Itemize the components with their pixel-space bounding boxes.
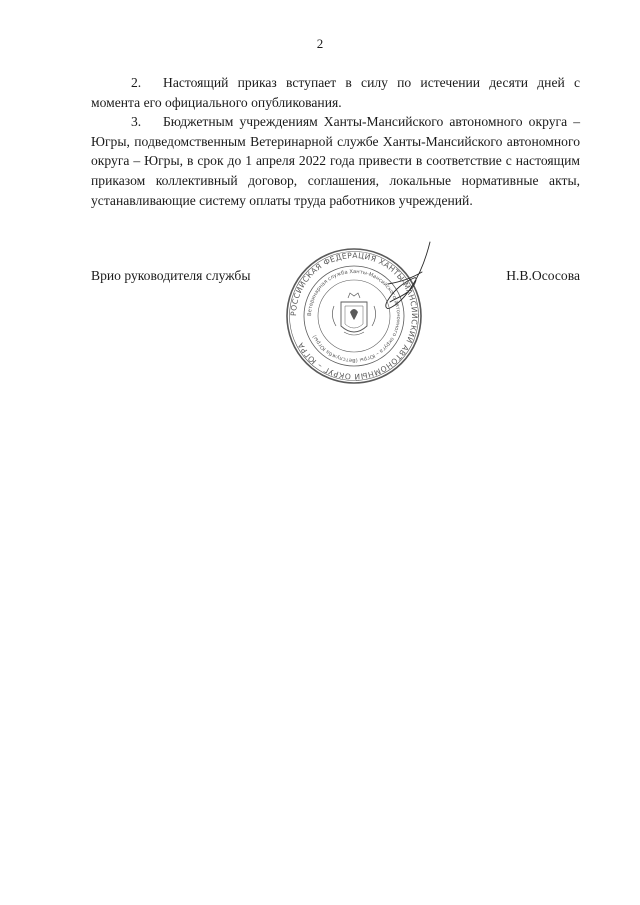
handwritten-signature [360, 238, 440, 318]
stamp-inner-text: Ветеринарная служба Ханты-Мансийского автономного округа – Югры (Ветслужба Югры) [306, 268, 402, 364]
paragraph-text: Настоящий приказ вступает в силу по истечении десяти дней с момента его официального опубликования. [91, 75, 580, 110]
paragraph-number: 3. [131, 114, 142, 130]
order-body [91, 73, 580, 210]
page-number: 2 [316, 36, 324, 51]
paragraph-text: Бюджетным учреждениям Ханты-Мансийского автономного округа – Югры, подведомственным Ветеринарной службе Ханты-Мансийского автономного округа – Югры, в срок до 1 апреля 2022 года привести в соответствие с настоящим приказом коллективный договор, соглашения, локальные нормативные акты, устанавливающие систему оплаты труда работников учреждений. [91, 114, 580, 208]
signatory-name: Н.В.Ососова [506, 268, 580, 283]
paragraph-2 [91, 73, 580, 112]
paragraph-number: 2. [131, 75, 142, 90]
stamp-outer-text: РОССИЙСКАЯ ФЕДЕРАЦИЯ ХАНТЫ-МАНСИЙСКИЙ АВТОНОМНЫЙ ОКРУГ – ЮГРА [288, 250, 420, 382]
paragraph-3 [91, 112, 580, 210]
signatory-role: Врио руководителя службы [91, 268, 251, 283]
